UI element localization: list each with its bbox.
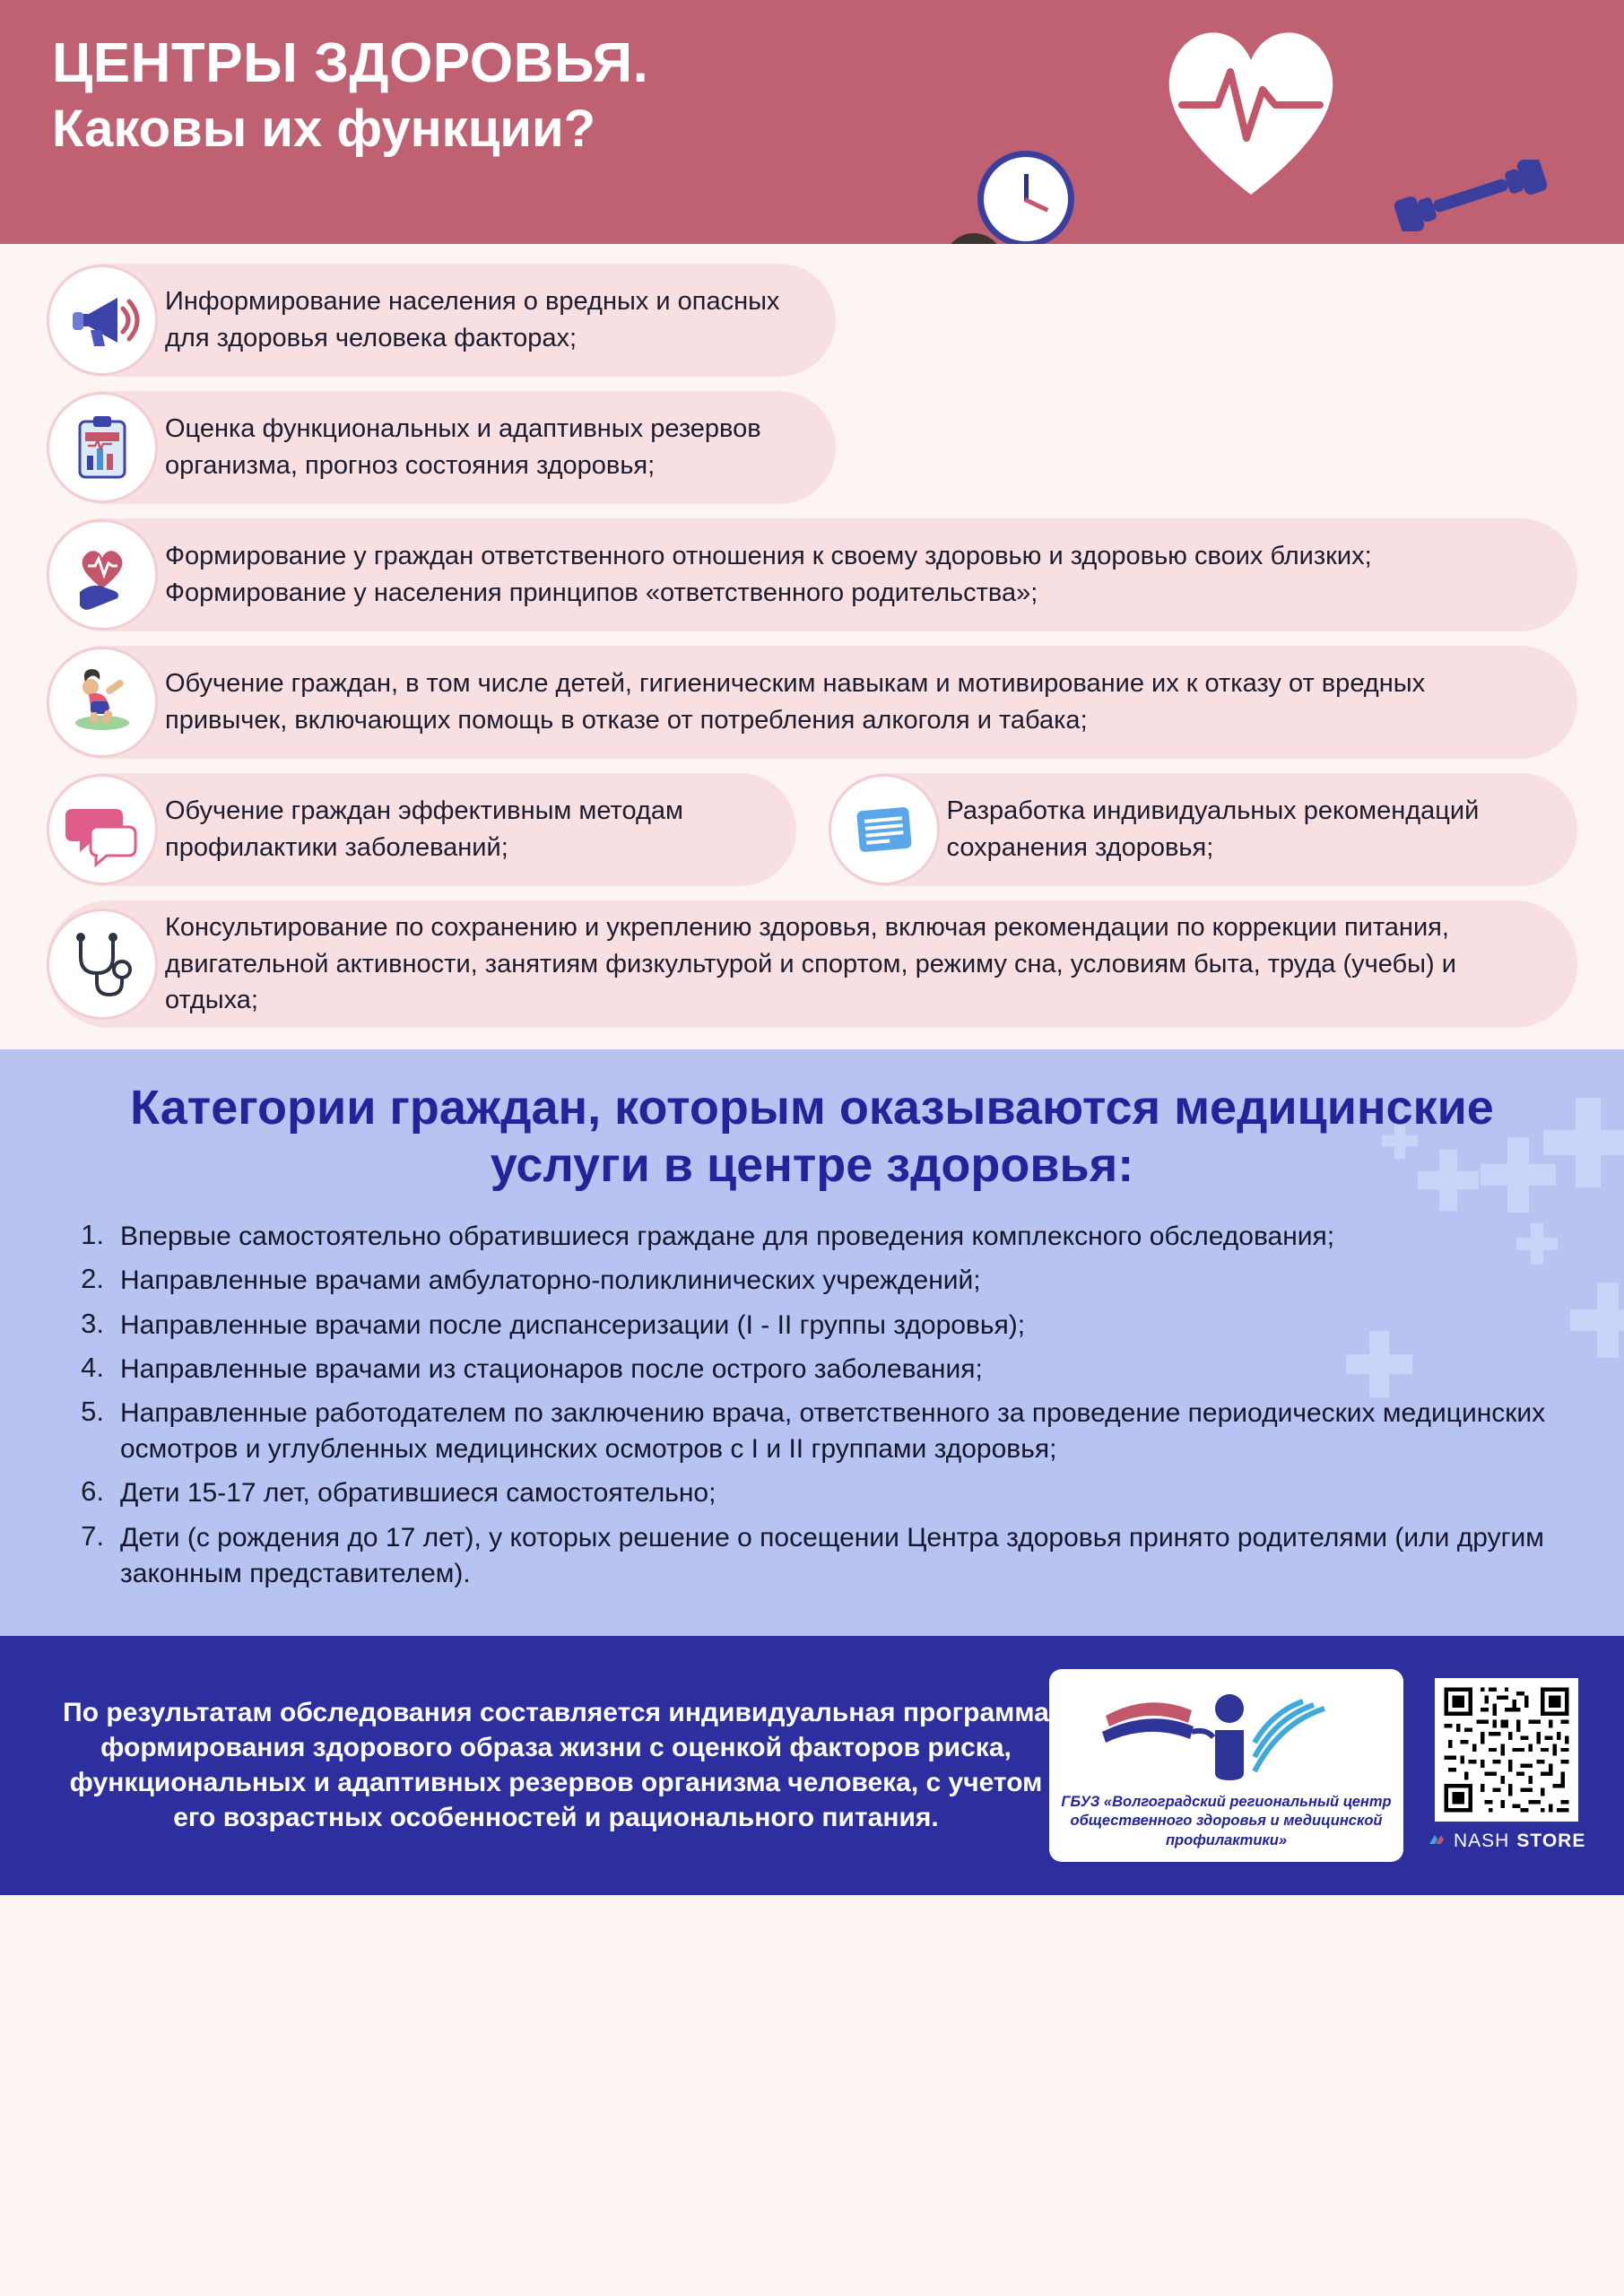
function-row-3 [47, 518, 1577, 631]
functions-list [0, 244, 1624, 1028]
clock-icon [977, 151, 1074, 244]
exercise-person-icon [47, 647, 158, 758]
footer-right [1049, 1669, 1585, 1862]
poster-footer [0, 1636, 1624, 1895]
heart-pulse-icon [1157, 20, 1345, 199]
speech-bubbles-icon [47, 774, 158, 885]
heart-in-hand-icon [47, 519, 158, 631]
list-item-text: Впервые самостоятельно обратившиеся граждане для проведения комплексного обследования; [120, 1222, 1335, 1252]
list-item-number: 7. [81, 1519, 104, 1552]
function-row-4 [47, 646, 1577, 759]
list-item-number: 5. [81, 1395, 104, 1427]
list-item-text: Направленные врачами из стационаров после острого заболевания; [120, 1353, 983, 1384]
qr-block [1427, 1678, 1585, 1852]
list-item [63, 1219, 1561, 1255]
store-name-light: NASH [1454, 1831, 1510, 1852]
list-item-text: Направленные врачами после диспансеризации (I - II группы здоровья); [120, 1309, 1026, 1340]
list-item-number: 3. [81, 1307, 104, 1339]
qr-code[interactable] [1435, 1678, 1578, 1822]
list-item-number: 4. [81, 1351, 104, 1383]
list-item-text: Дети 15-17 лет, обратившиеся самостоятельно; [120, 1478, 716, 1509]
function-text-5: Обучение граждан эффективным методам профилактики заболеваний; [165, 796, 683, 862]
list-item-text: Направленные врачами амбулаторно-поликлинических учреждений; [120, 1265, 981, 1296]
function-pill-6 [829, 773, 1578, 886]
list-item [63, 1475, 1561, 1511]
list-item [63, 1263, 1561, 1299]
store-name-bold: STORE [1516, 1831, 1586, 1852]
list-item-number: 2. [81, 1263, 104, 1295]
title-line-1: ЦЕНТРЫ ЗДОРОВЬЯ. [52, 32, 649, 94]
dumbbell-icon [1385, 160, 1556, 231]
categories-section [0, 1049, 1624, 1636]
categories-list [63, 1219, 1561, 1592]
function-text-4: Обучение граждан, в том числе детей, гигиеническим навыкам и мотивирование их к отказу от вредных привычек, включающих помощь в отказе от потребления алкоголя и табака; [165, 669, 1426, 735]
poster-header [0, 0, 1624, 244]
function-text-6: Разработка индивидуальных рекомендаций сохранения здоровья; [946, 796, 1480, 862]
logo-mark [1079, 1685, 1375, 1793]
function-pill-7 [47, 900, 1577, 1028]
list-item-number: 1. [81, 1219, 104, 1251]
megaphone-icon [47, 265, 158, 376]
store-badge [1427, 1831, 1585, 1852]
function-row-2 [47, 391, 1577, 504]
function-pill-5 [47, 773, 796, 886]
list-item [63, 1520, 1561, 1592]
function-text-7: Консультирование по сохранению и укреплению здоровья, включая рекомендации по коррекции питания, двигательной активности, занятиям физкультурой и спортом, режиму сна, условиям быта, труда (учебы) и отдыха; [165, 913, 1456, 1015]
function-pill-2 [47, 391, 836, 504]
logo-caption: ГБУЗ «Волгоградский региональный центр общественного здоровья и медицинской профилактики» [1061, 1793, 1392, 1849]
function-text-1: Информирование населения о вредных и опасных для здоровья человека факторах; [165, 287, 780, 352]
footer-text: По результатам обследования составляется индивидуальная программа формирования здорового образа жизни с оценкой факторов риска, функциональных и адаптивных резервов организма человека, с учетом его возрастных особенностей и рационального питания. [63, 1698, 1049, 1833]
list-item-text: Дети (с рождения до 17 лет), у которых решение о посещении Центра здоровья принято родителями (или другим законным представителем). [120, 1522, 1544, 1588]
function-pill-3 [47, 518, 1577, 631]
list-item [63, 1352, 1561, 1387]
function-pill-1 [47, 264, 836, 377]
list-item-text: Направленные работодателем по заключению врача, ответственного за проведение периодических медицинских осмотров и углубленных медицинских осмотров с I и II группами здоровья; [120, 1397, 1546, 1465]
list-item-number: 6. [81, 1475, 104, 1508]
function-pill-4 [47, 646, 1577, 759]
document-icon [829, 774, 940, 885]
organization-logo [1049, 1669, 1403, 1862]
function-row-7 [47, 900, 1577, 1028]
function-text-2: Оценка функциональных и адаптивных резервов организма, прогноз состояния здоровья; [165, 414, 761, 480]
function-text-3: Формирование у граждан ответственного отношения к своему здоровью и здоровью своих близких; Формирование у населения принципов «ответственного родительства»; [165, 542, 1372, 607]
title-line-2: Каковы их функции? [52, 100, 596, 159]
clipboard-chart-icon [47, 392, 158, 503]
categories-title: Категории граждан, которым оказываются медицинские услуги в центре здоровья: [130, 1080, 1494, 1192]
stethoscope-icon [47, 909, 158, 1020]
list-item [63, 1308, 1561, 1344]
function-row-1 [47, 264, 1577, 377]
store-logo-icon [1427, 1831, 1446, 1851]
page-title [52, 34, 648, 160]
function-row-5-6 [47, 773, 1577, 886]
list-item [63, 1396, 1561, 1467]
